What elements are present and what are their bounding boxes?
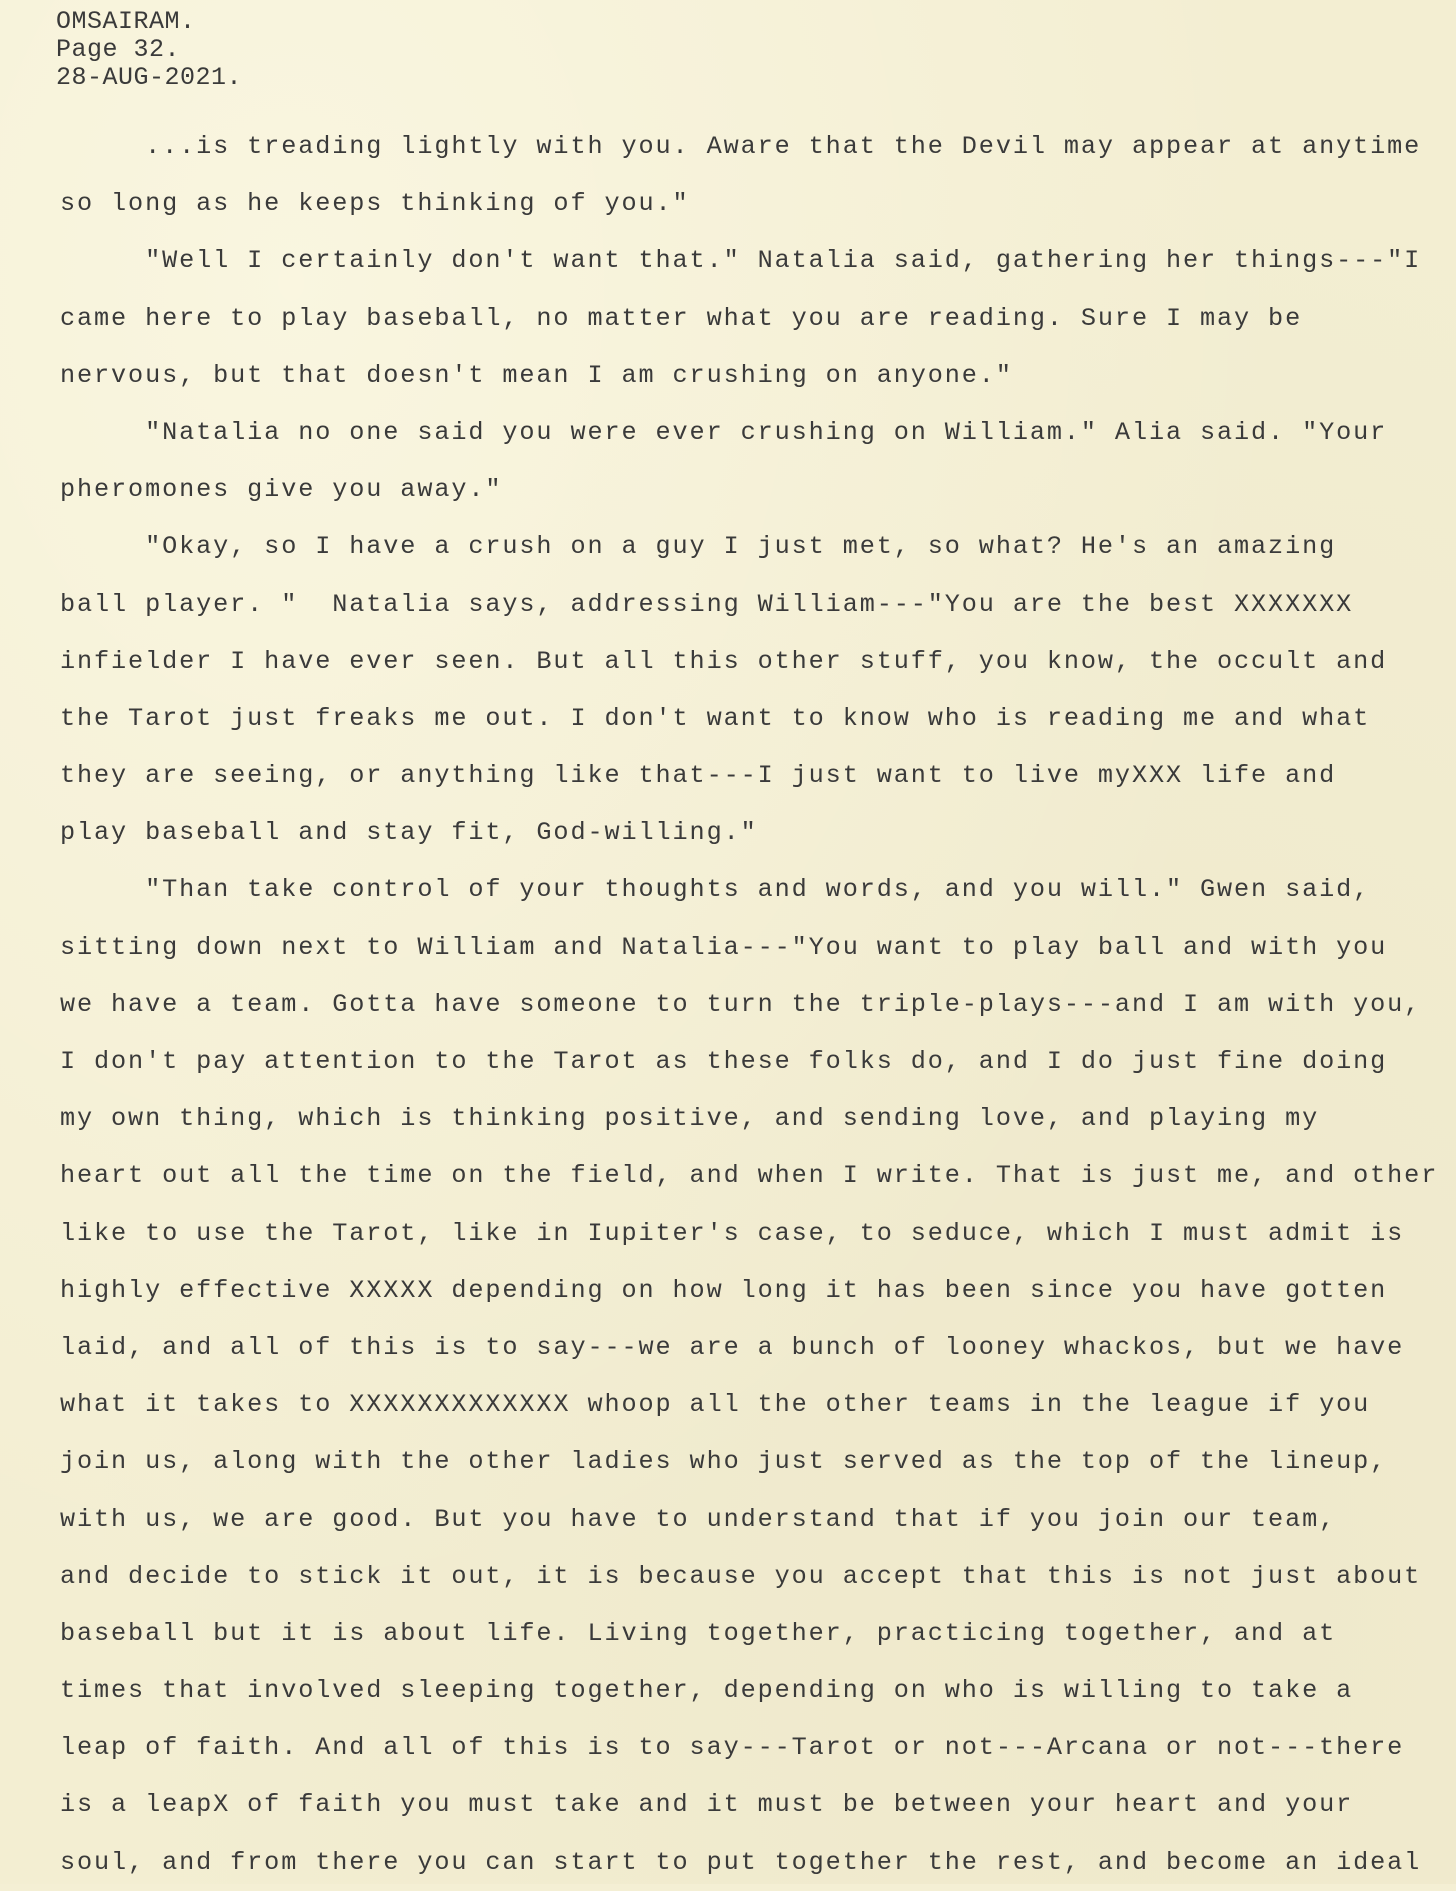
text-line: soul, and from there you can start to put together the rest, and become an ideal [60, 1847, 1422, 1877]
header-date: 28-AUG-2021. [56, 63, 243, 92]
text-line: ball player. " Natalia says, addressing William---"You are the best XXXXXXX [60, 589, 1354, 619]
manuscript-body [60, 118, 1450, 1891]
text-line: ...is treading lightly with you. Aware that the Devil may appear at anytime [60, 132, 1422, 161]
text-line: the Tarot just freaks me out. I don't want to know who is reading me and what [60, 703, 1371, 733]
text-line: they are seeing, or anything like that---I just want to live myXXX life and [60, 761, 1337, 791]
text-line: join us, along with the other ladies who just served as the top of the lineup, [60, 1447, 1388, 1477]
text-line: laid, and all of this is to say---we are a bunch of looney whackos, but we have [60, 1332, 1405, 1362]
text-line: play baseball and stay fit, God-willing." [60, 818, 758, 848]
text-line: we have a team. Gotta have someone to turn the triple-plays---and I am with you, [60, 989, 1422, 1019]
text-line: pheromones give you away." [60, 475, 503, 505]
text-line: is a leapX of faith you must take and it must be between your heart and your [60, 1790, 1354, 1820]
text-line: I don't pay attention to the Tarot as these folks do, and I do just fine doing [60, 1047, 1388, 1076]
text-line: "Okay, so I have a crush on a guy I just met, so what? He's an amazing [60, 532, 1337, 562]
text-line: baseball but it is about life. Living together, practicing together, and at [60, 1618, 1337, 1648]
text-line: "Natalia no one said you were ever crushing on William." Alia said. "Your [60, 417, 1388, 447]
text-line: "Well I certainly don't want that." Natalia said, gathering her things---"I [60, 246, 1422, 276]
text-line: what it takes to XXXXXXXXXXXXX whoop all the other teams in the league if you [60, 1390, 1371, 1420]
text-line: "Than take control of your thoughts and words, and you will." Gwen said, [60, 875, 1371, 905]
header-title: OMSAIRAM. [56, 7, 196, 36]
text-line: heart out all the time on the field, and when I write. That is just me, and other [60, 1161, 1439, 1191]
text-line: so long as he keeps thinking of you." [60, 189, 690, 219]
text-line: like to use the Tarot, like in Iupiter's case, to seduce, which I must admit is [60, 1218, 1405, 1248]
text-line: times that involved sleeping together, depending on who is willing to take a [60, 1676, 1354, 1706]
text-line: leap of faith. And all of this is to say---Tarot or not---Arcana or not---there [60, 1733, 1405, 1763]
text-line: came here to play baseball, no matter what you are reading. Sure I may be [60, 303, 1303, 333]
page-header [56, 8, 242, 92]
text-line: sitting down next to William and Natalia---"You want to play ball and with you [60, 932, 1388, 962]
text-line: infielder I have ever seen. But all this other stuff, you know, the occult and [60, 646, 1388, 676]
text-line: highly effective XXXXX depending on how long it has been since you have gotten [60, 1275, 1388, 1305]
text-line: and decide to stick it out, it is because you accept that this is not just about [60, 1561, 1422, 1591]
text-line: nervous, but that doesn't mean I am crushing on anyone." [60, 360, 1013, 390]
text-line: my own thing, which is thinking positive, and sending love, and playing my [60, 1104, 1320, 1134]
text-line: with us, we are good. But you have to understand that if you join our team, [60, 1504, 1337, 1534]
header-page-number: Page 32. [56, 35, 181, 64]
